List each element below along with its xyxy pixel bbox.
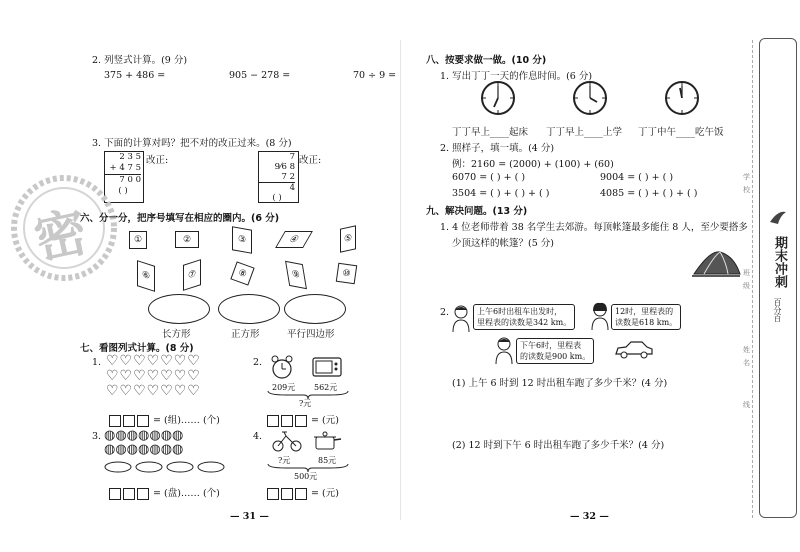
answer-box[interactable] bbox=[295, 488, 307, 500]
q8-title: 八、按要求做一做。(10 分) bbox=[426, 55, 547, 66]
q8-sub1: 1. 写出丁丁一天的作息时间。(6 分) bbox=[440, 71, 593, 82]
person-icon bbox=[494, 336, 514, 366]
q9-sub2: (2) 12 时到下午 6 时出租车跑了多少千米？(4 分) bbox=[452, 440, 665, 451]
brand-logo-icon bbox=[768, 208, 788, 228]
answer-box[interactable] bbox=[137, 415, 149, 427]
calc1-line2: + 4 7 5 bbox=[105, 163, 141, 175]
q8-row-2-left: 3504 = ( ) + ( ) + ( ) bbox=[452, 188, 550, 199]
answer-box[interactable] bbox=[109, 488, 121, 500]
answer-box[interactable] bbox=[123, 415, 135, 427]
microwave-icon bbox=[312, 356, 342, 378]
tent-icon bbox=[690, 248, 742, 280]
q7-p1-num: 1. bbox=[92, 357, 102, 368]
shape-6-parallelogram: ⑥ bbox=[137, 260, 155, 292]
oval-label-parallelogram: 平行四边形 bbox=[287, 329, 335, 340]
q8-row-2-right: 4085 = ( ) + ( ) + ( ) bbox=[600, 188, 698, 199]
q9-p1-line2: 少顶这样的帐篷？(5 分) bbox=[452, 238, 554, 249]
bubble3-line2: 的读数是900 km。 bbox=[520, 352, 591, 361]
q7-p2-answer-text: = (元) bbox=[311, 415, 339, 426]
person-icon bbox=[590, 302, 610, 332]
spine-label-5: 姓 bbox=[743, 346, 750, 354]
q7-p4-price1: ?元 bbox=[278, 456, 291, 465]
tricycle-icon bbox=[272, 430, 302, 452]
answer-box[interactable] bbox=[295, 415, 307, 427]
speech-bubble-2 bbox=[611, 304, 681, 330]
q7-title: 七、看图列式计算。(8 分) bbox=[80, 343, 194, 354]
calc1-line1: 2 3 5 bbox=[119, 152, 141, 162]
shape-7-parallelogram: ⑦ bbox=[183, 259, 201, 291]
q7-p3-answer-text: = (盘)…… (个) bbox=[153, 488, 220, 499]
bubble2-line2: 读数是618 km。 bbox=[615, 318, 678, 327]
q3-correct-label-2: 改正: bbox=[299, 155, 322, 166]
q7-p1-answer-text: = (组)…… (个) bbox=[153, 415, 220, 426]
q7-p2-price2: 562元 bbox=[314, 383, 338, 392]
spine-label-1: 学 bbox=[743, 173, 750, 181]
q7-p2-unknown: ?元 bbox=[299, 399, 312, 408]
answer-box[interactable] bbox=[123, 488, 135, 500]
speech-bubble-1 bbox=[473, 304, 575, 330]
oval-label-square: 正方形 bbox=[231, 329, 260, 340]
q7-p4-total: 500元 bbox=[294, 472, 318, 481]
confidential-stamp-text: 密 bbox=[29, 201, 93, 272]
bubble1-line2: 里程表的读数是342 km。 bbox=[477, 318, 572, 327]
bubble3-line1: 下午6时，里程表 bbox=[520, 341, 582, 350]
q2-item-2: 905 − 278 = bbox=[229, 70, 291, 81]
calc2-line5: ( ) bbox=[272, 193, 282, 203]
q3-calc-2 bbox=[258, 151, 299, 203]
left-page-number: — 31 — bbox=[230, 511, 269, 522]
q2-item-1: 375 + 486 = bbox=[104, 70, 166, 81]
q8-row-1-right: 9004 = ( ) + ( ) bbox=[600, 172, 674, 183]
clock-3-icon bbox=[664, 80, 700, 116]
center-fold-divider bbox=[400, 40, 401, 520]
brand-subtitle: 百分百 bbox=[773, 298, 782, 322]
calc2-line1: 7 bbox=[289, 152, 295, 162]
shape-1-rectangle: ① bbox=[129, 231, 147, 249]
q9-p2-num: 2. bbox=[440, 307, 450, 318]
calc1-line3: 7 0 0 bbox=[119, 175, 141, 185]
answer-box[interactable] bbox=[267, 415, 279, 427]
shape-3-parallelogram: ③ bbox=[232, 226, 252, 254]
q6-title: 六、分一分，把序号填写在相应的圈内。(6 分) bbox=[80, 213, 280, 224]
shape-4-parallelogram: ④ bbox=[275, 231, 313, 248]
answer-box[interactable] bbox=[281, 415, 293, 427]
q9-sub1: (1) 上午 6 时到 12 时出租车跑了多少千米？(4 分) bbox=[452, 378, 668, 389]
bubble1-line1: 上午6时出租车出发时， bbox=[477, 307, 563, 316]
q7-p3-answer bbox=[108, 485, 220, 500]
bubble2-line1: 12时，里程表的 bbox=[615, 307, 674, 316]
calc2-line2: 9⁄6 8 bbox=[274, 162, 295, 172]
answer-box[interactable] bbox=[109, 415, 121, 427]
clock-label-2: 丁丁早上____上学 bbox=[546, 127, 623, 138]
calc2-line3: 7 2 bbox=[259, 172, 295, 183]
q8-sub2: 2. 照样子，填一填。(4 分) bbox=[440, 143, 555, 154]
shape-8-square: ⑧ bbox=[230, 261, 254, 285]
q7-p4-answer-text: = (元) bbox=[311, 488, 339, 499]
q3-correct-label-1: 改正: bbox=[146, 155, 169, 166]
answer-box[interactable] bbox=[267, 488, 279, 500]
shape-9-parallelogram: ⑨ bbox=[285, 261, 307, 289]
spine-label-7: 线 bbox=[743, 401, 750, 409]
cut-line bbox=[752, 40, 753, 518]
plates-icon bbox=[104, 460, 234, 474]
speech-bubble-3 bbox=[516, 338, 594, 364]
brand-title: 期末冲刺 bbox=[772, 236, 787, 288]
shape-5-parallelogram: ⑤ bbox=[340, 225, 356, 252]
q7-p2-num: 2. bbox=[253, 357, 263, 368]
q7-p1-answer bbox=[108, 412, 220, 427]
q2-title: 2. 列竖式计算。(9 分) bbox=[92, 55, 188, 66]
person-icon bbox=[451, 304, 471, 334]
q3-title: 3. 下面的计算对吗？把不对的改正过来。(8 分) bbox=[92, 138, 292, 149]
spine-label-3: 班 bbox=[743, 269, 750, 277]
shape-2-square: ② bbox=[175, 231, 199, 248]
answer-box[interactable] bbox=[281, 488, 293, 500]
pot-icon bbox=[312, 430, 342, 452]
oval-label-rectangle: 长方形 bbox=[162, 329, 191, 340]
q7-p3-apples: ◍◍◍◍◍◍◍ ◍◍◍◍◍◍◍ bbox=[104, 428, 184, 457]
answer-box[interactable] bbox=[137, 488, 149, 500]
shape-10-square: ⑩ bbox=[336, 263, 357, 284]
q8-example: 例：2160 = (2000) + (100) + (60) bbox=[452, 159, 614, 170]
q7-p4-price2: 85元 bbox=[318, 456, 337, 465]
alarm-clock-icon bbox=[270, 355, 294, 381]
q7-p3-num: 3. bbox=[92, 431, 102, 442]
clock-label-3: 丁丁中午____吃午饭 bbox=[638, 127, 724, 138]
q7-p2-price1: 209元 bbox=[272, 383, 296, 392]
calc2-line4: 4 bbox=[289, 183, 295, 193]
q9-title: 九、解决问题。(13 分) bbox=[426, 206, 528, 217]
q9-p1-line1: 1. 4 位老师带着 38 名学生去郊游。每顶帐篷最多能住 8 人，至少要搭多 bbox=[440, 222, 748, 233]
oval-rectangle[interactable] bbox=[148, 294, 210, 324]
q2-item-3: 70 ÷ 9 = bbox=[353, 70, 397, 81]
q7-p2-answer bbox=[266, 412, 339, 427]
spine-label-6: 名 bbox=[743, 359, 750, 367]
right-page-number: — 32 — bbox=[570, 511, 609, 522]
clock-label-1: 丁丁早上____起床 bbox=[452, 127, 529, 138]
calc1-line4: ( ) bbox=[118, 186, 128, 196]
q8-row-1-left: 6070 = ( ) + ( ) bbox=[452, 172, 526, 183]
q7-p4-answer bbox=[266, 485, 339, 500]
clock-1-icon bbox=[480, 80, 516, 116]
spine-label-4: 级 bbox=[743, 282, 750, 290]
oval-parallelogram[interactable] bbox=[284, 294, 346, 324]
spine-label-2: 校 bbox=[743, 186, 750, 194]
oval-square[interactable] bbox=[218, 294, 280, 324]
taxi-icon bbox=[614, 340, 654, 360]
q7-p4-num: 4. bbox=[253, 431, 263, 442]
q7-p1-hearts: ♡♡♡♡♡♡♡ ♡♡♡♡♡♡♡ ♡♡♡♡♡♡♡ bbox=[106, 353, 201, 399]
clock-2-icon bbox=[572, 80, 608, 116]
